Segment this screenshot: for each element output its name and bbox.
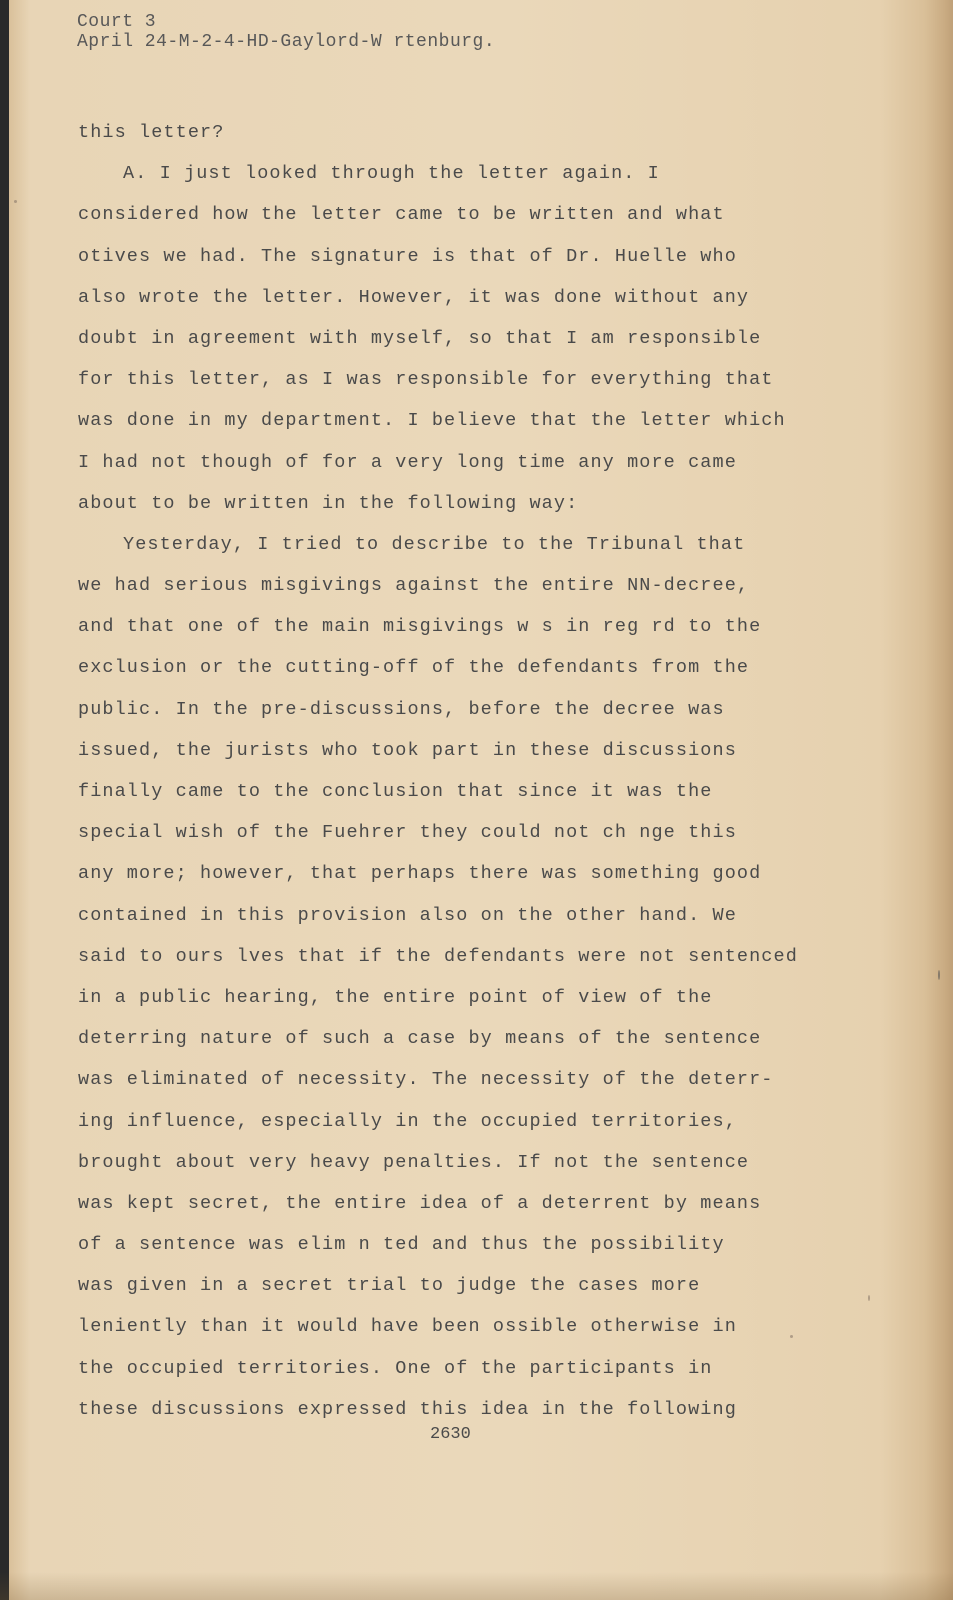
transcript-line: was eliminated of necessity. The necessity of the deterr- [78,1069,774,1091]
transcript-line: these discussions expressed this idea in the following [78,1398,737,1420]
header-date-line: April 24-M-2-4-HD-Gaylord-W rtenburg. [77,32,496,52]
transcript-line: finally came to the conclusion that since it was the [78,781,713,802]
transcript-line: this letter? [78,122,225,143]
transcript-line: exclusion or the cutting-off of the defendants from the [78,657,750,679]
transcript-line: brought about very heavy penalties. If not the sentence [78,1151,750,1173]
transcript-line: I had not though of for a very long time any more came [78,451,737,473]
transcript-line: considered how the letter came to be written and what [78,204,725,226]
paper-speck [938,970,940,980]
transcript-line: issued, the jurists who took part in these discussions [78,739,737,761]
header-court-line: Court 3 [77,12,157,32]
transcript-line: deterring nature of such a case by means of the sentence [78,1028,762,1050]
transcript-line: was done in my department. I believe that the letter which [78,410,786,432]
transcript-line: leniently than it would have been ossible otherwise in [78,1316,737,1338]
transcript-line: we had serious misgivings against the entire NN-decree, [78,575,750,597]
transcript-line: A. I just looked through the letter again. I [123,163,660,185]
transcript-line: Yesterday, I tried to describe to the Tribunal that [123,533,746,555]
transcript-line: special wish of the Fuehrer they could not ch nge this [78,822,737,844]
transcript-line: for this letter, as I was responsible for everything that [78,369,774,391]
transcript-line: of a sentence was elim n ted and thus the possibility [78,1234,725,1256]
transcript-line: in a public hearing, the entire point of view of the [78,986,713,1008]
page-number: 2630 [430,1425,471,1444]
transcript-body [78,112,838,1430]
document-header [77,12,495,52]
paper-speck [790,1335,793,1338]
transcript-line: also wrote the letter. However, it was done without any [78,286,750,308]
transcript-line: about to be written in the following way: [78,492,579,514]
paper-speck [868,1295,870,1301]
page-bottom-shadow [0,1572,953,1600]
transcript-line: the occupied territories. One of the participants in [78,1357,713,1379]
paper-speck [14,200,17,203]
transcript-line: contained in this provision also on the other hand. We [78,904,737,926]
transcript-line: ing influence, especially in the occupied territories, [78,1110,737,1132]
transcript-line: public. In the pre-discussions, before the decree was [78,698,725,720]
transcript-line: said to ours lves that if the defendants were not sentenced [78,945,798,967]
transcript-line: any more; however, that perhaps there was something good [78,863,762,885]
transcript-line: was given in a secret trial to judge the cases more [78,1275,701,1297]
transcript-line: was kept secret, the entire idea of a deterrent by means [78,1192,762,1214]
transcript-line: and that one of the main misgivings w s in reg rd to the [78,616,762,638]
transcript-line: doubt in agreement with myself, so that I am responsible [78,327,762,349]
transcript-line: otives we had. The signature is that of Dr. Huelle who [78,245,737,267]
